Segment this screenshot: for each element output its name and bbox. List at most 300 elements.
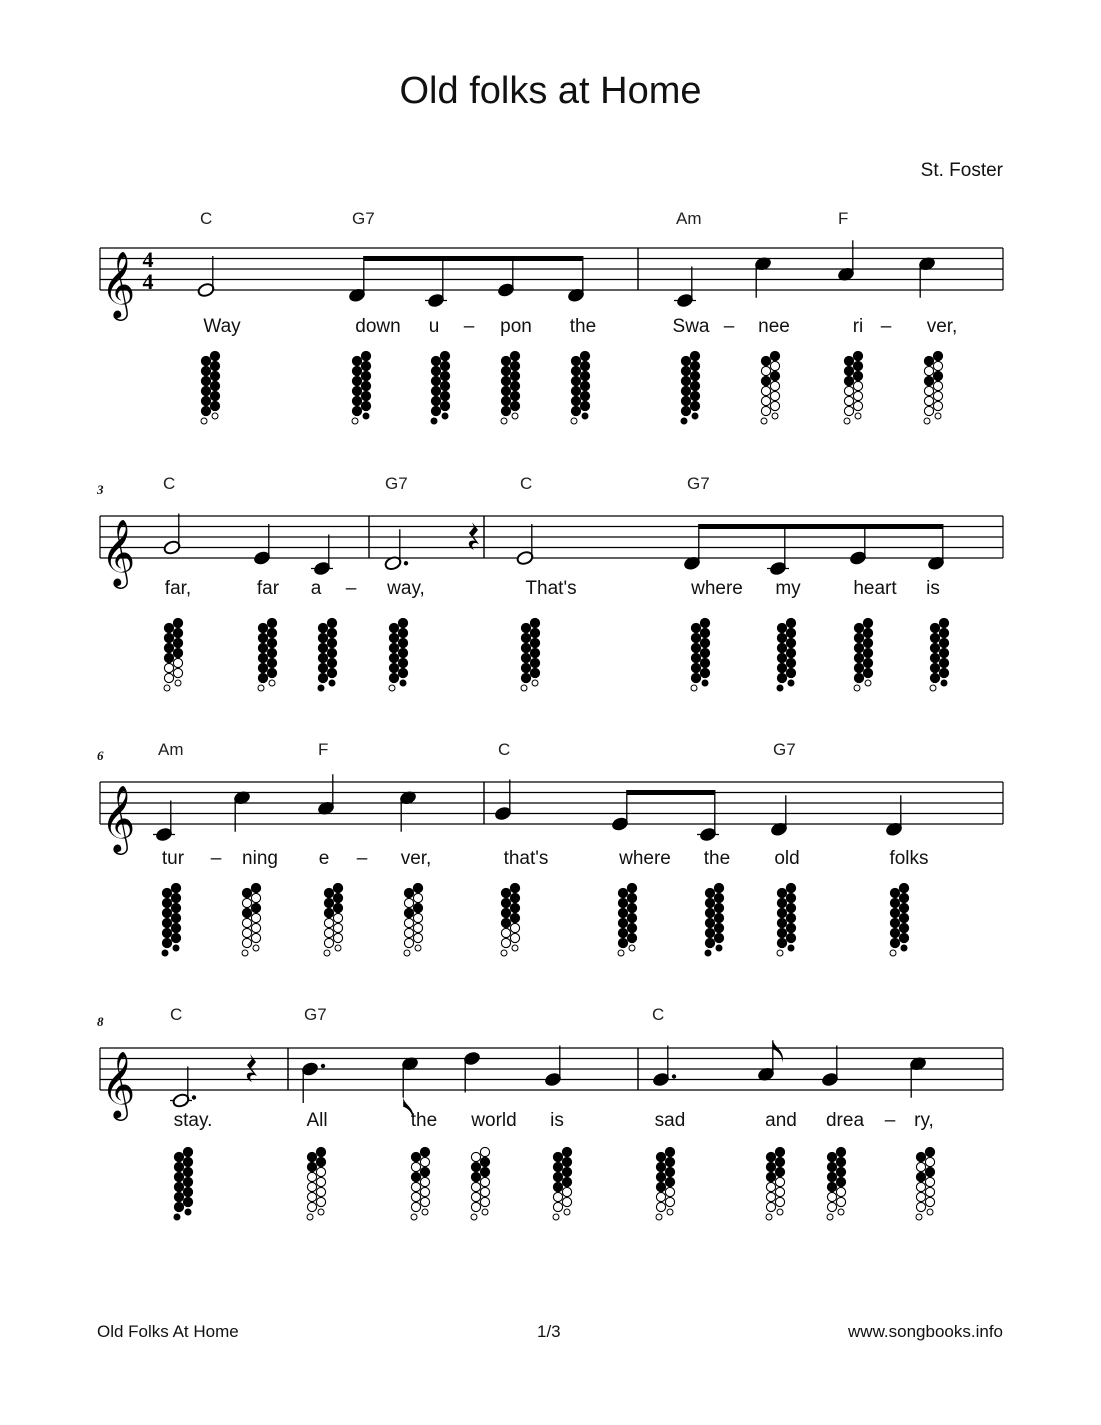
closed-hole [404,888,413,897]
closed-hole [705,918,714,927]
closed-hole [267,628,276,637]
open-hole [665,1197,674,1206]
closed-hole [700,628,709,637]
closed-hole [174,1202,183,1211]
lyric-syllable: is [550,1110,564,1131]
small-hole [307,1214,313,1220]
closed-hole [890,908,899,917]
lyric-syllable: ver, [926,316,958,337]
closed-hole [171,913,180,922]
closed-hole [714,923,723,932]
fingering-chart [318,618,337,691]
measure-number: 6 [97,748,104,763]
small-hole [318,685,324,691]
open-hole [471,1182,480,1191]
lyric-syllable: down [355,316,401,337]
small-hole [329,680,335,686]
closed-hole [939,618,948,627]
fingering-chart [844,351,863,424]
open-hole [844,406,853,415]
closed-hole [521,663,530,672]
open-hole [307,1192,316,1201]
closed-hole [705,908,714,917]
small-hole [212,413,218,419]
closed-hole [389,633,398,642]
closed-hole [854,653,863,662]
time-signature-top: 4 [142,247,154,272]
closed-hole [398,668,407,677]
chord-symbol: C [520,474,533,493]
fingering-chart [352,351,371,424]
closed-hole [700,648,709,657]
closed-hole [316,1147,325,1156]
closed-hole [553,1172,562,1181]
open-hole [316,1187,325,1196]
open-hole [766,1202,775,1211]
closed-hole [656,1182,665,1191]
open-hole [916,1202,925,1211]
closed-hole [210,401,219,410]
closed-hole [521,643,530,652]
small-hole [827,1214,833,1220]
closed-hole [863,668,872,677]
closed-hole [174,1162,183,1171]
closed-hole [665,1157,674,1166]
closed-hole [318,643,327,652]
closed-hole [854,623,863,632]
closed-hole [930,643,939,652]
small-hole [941,680,947,686]
closed-hole [690,381,699,390]
fingering-chart [501,351,520,424]
closed-hole [714,903,723,912]
closed-hole [164,633,173,642]
closed-hole [939,638,948,647]
open-hole [411,1162,420,1171]
closed-hole [681,366,690,375]
closed-hole [836,1177,845,1186]
open-hole [411,1192,420,1201]
small-hole [865,680,871,686]
closed-hole [318,673,327,682]
closed-hole [510,371,519,380]
small-hole [335,945,341,951]
closed-hole [691,673,700,682]
lyric-syllable: ry, [914,1110,934,1131]
closed-hole [627,903,636,912]
open-hole [480,1177,489,1186]
open-hole [770,391,779,400]
lyric-syllable: my [775,578,801,599]
small-hole [681,418,687,424]
chord-symbol: G7 [773,740,796,759]
open-hole [916,1162,925,1171]
open-hole [665,1187,674,1196]
closed-hole [501,918,510,927]
fingering-chart [174,1147,193,1220]
open-hole [933,391,942,400]
closed-hole [333,883,342,892]
closed-hole [431,366,440,375]
closed-hole [501,888,510,897]
closed-hole [627,913,636,922]
closed-hole [183,1147,192,1156]
closed-hole [627,883,636,892]
small-hole [788,945,794,951]
treble-clef: 𝄞 [101,784,136,852]
closed-hole [440,361,449,370]
lyric-syllable: ver, [400,848,432,869]
small-hole [318,1209,324,1215]
closed-hole [775,1147,784,1156]
chord-symbol: Am [676,209,702,228]
open-hole [656,1202,665,1211]
closed-hole [530,658,539,667]
closed-hole [777,643,786,652]
footer-page-number: 1/3 [537,1322,561,1341]
closed-hole [827,1172,836,1181]
closed-hole [318,653,327,662]
closed-hole [173,648,182,657]
closed-hole [618,888,627,897]
closed-hole [863,648,872,657]
closed-hole [521,633,530,642]
closed-hole [580,391,589,400]
lyric-syllable: tur [161,848,185,869]
small-hole [201,418,207,424]
closed-hole [352,396,361,405]
fingering-chart [890,883,909,956]
lyric-syllable: drea [825,1110,865,1131]
closed-hole [431,386,440,395]
closed-hole [930,633,939,642]
chord-symbol: C [200,209,213,228]
closed-hole [173,618,182,627]
augmentation-dot [192,1095,196,1099]
fingering-chart [777,618,796,691]
open-hole [242,898,251,907]
closed-hole [162,918,171,927]
fingering-chart [307,1147,326,1220]
lyric-syllable: sad [654,1110,686,1131]
open-hole [562,1197,571,1206]
open-hole [420,1157,429,1166]
small-hole [618,950,624,956]
closed-hole [201,386,210,395]
closed-hole [705,898,714,907]
small-hole [553,1214,559,1220]
closed-hole [501,356,510,365]
closed-hole [324,898,333,907]
treble-clef: 𝄞 [101,250,136,318]
closed-hole [656,1172,665,1181]
closed-hole [854,663,863,672]
open-hole [173,658,182,667]
closed-hole [162,898,171,907]
open-hole [316,1177,325,1186]
small-hole [422,1209,428,1215]
closed-hole [173,628,182,637]
closed-hole [580,361,589,370]
closed-hole [510,361,519,370]
closed-hole [327,628,336,637]
closed-hole [530,638,539,647]
closed-hole [836,1147,845,1156]
small-hole [777,685,783,691]
small-hole [656,1214,662,1220]
closed-hole [681,396,690,405]
small-hole [482,1209,488,1215]
small-hole [935,413,941,419]
small-hole [716,945,722,951]
closed-hole [210,371,219,380]
closed-hole [924,376,933,385]
closed-hole [777,888,786,897]
closed-hole [775,1157,784,1166]
closed-hole [844,366,853,375]
closed-hole [786,883,795,892]
fingering-chart [571,351,590,424]
open-hole [766,1192,775,1201]
open-hole [164,673,173,682]
closed-hole [562,1167,571,1176]
small-hole [924,418,930,424]
closed-hole [162,888,171,897]
closed-hole [242,908,251,917]
chord-symbol: C [498,740,511,759]
open-hole [411,1202,420,1211]
small-hole [705,950,711,956]
open-hole [553,1202,562,1211]
closed-hole [681,376,690,385]
closed-hole [352,376,361,385]
closed-hole [786,933,795,942]
closed-hole [656,1152,665,1161]
closed-hole [440,371,449,380]
open-hole [420,1197,429,1206]
closed-hole [389,653,398,662]
chord-symbol: G7 [352,209,375,228]
closed-hole [681,406,690,415]
closed-hole [201,396,210,405]
closed-hole [827,1182,836,1191]
closed-hole [714,933,723,942]
staff-system [100,774,1003,956]
small-hole [512,413,518,419]
closed-hole [389,623,398,632]
open-hole [844,396,853,405]
closed-hole [770,371,779,380]
small-hole [400,680,406,686]
chord-symbol: G7 [385,474,408,493]
closed-hole [352,366,361,375]
closed-hole [183,1157,192,1166]
chord-symbol: F [838,209,849,228]
open-hole [307,1202,316,1211]
open-hole [251,893,260,902]
lyric-syllable: All [306,1110,328,1131]
closed-hole [480,1167,489,1176]
lyric-syllable: Way [203,316,241,337]
closed-hole [352,386,361,395]
closed-hole [777,898,786,907]
closed-hole [705,928,714,937]
open-hole [924,366,933,375]
open-hole [916,1192,925,1201]
closed-hole [327,648,336,657]
closed-hole [501,366,510,375]
small-hole [930,685,936,691]
closed-hole [700,618,709,627]
closed-hole [854,673,863,682]
treble-clef: 𝄞 [101,518,136,586]
small-hole [890,950,896,956]
lyric-hyphen: – [356,848,368,869]
closed-hole [618,898,627,907]
closed-hole [618,938,627,947]
closed-hole [844,356,853,365]
closed-hole [389,673,398,682]
closed-hole [691,643,700,652]
lyric-syllable: the [703,848,731,869]
lyric-syllable: pon [500,316,532,337]
closed-hole [258,633,267,642]
closed-hole [853,361,862,370]
closed-hole [411,1172,420,1181]
closed-hole [656,1162,665,1171]
closed-hole [171,883,180,892]
closed-hole [431,406,440,415]
closed-hole [930,653,939,662]
closed-hole [939,628,948,637]
open-hole [925,1157,934,1166]
closed-hole [618,928,627,937]
small-hole [691,685,697,691]
closed-hole [471,1162,480,1171]
open-hole [251,923,260,932]
closed-hole [939,648,948,657]
small-hole [164,685,170,691]
closed-hole [766,1172,775,1181]
fingering-chart [324,883,343,956]
closed-hole [562,1147,571,1156]
closed-hole [162,908,171,917]
closed-hole [786,648,795,657]
closed-hole [173,638,182,647]
closed-hole [480,1157,489,1166]
closed-hole [925,1147,934,1156]
closed-hole [318,663,327,672]
small-hole [692,413,698,419]
closed-hole [327,658,336,667]
closed-hole [210,391,219,400]
closed-hole [562,1157,571,1166]
footer-song-title: Old Folks At Home [97,1322,239,1341]
small-hole [901,945,907,951]
closed-hole [571,376,580,385]
open-hole [775,1177,784,1186]
lyric-syllable: the [410,1110,438,1131]
small-hole [854,685,860,691]
small-hole [582,413,588,419]
open-hole [770,381,779,390]
closed-hole [777,653,786,662]
small-hole [411,1214,417,1220]
fingering-chart [162,883,181,956]
open-hole [510,923,519,932]
closed-hole [553,1152,562,1161]
closed-hole [853,351,862,360]
lyric-syllable: ning [242,848,278,869]
lyric-hyphen: – [723,316,735,337]
lyric-syllable: far, [164,578,192,599]
closed-hole [267,658,276,667]
chord-symbol: Am [158,740,184,759]
chord-symbol: C [163,474,176,493]
open-hole [562,1187,571,1196]
small-hole [777,950,783,956]
closed-hole [307,1162,316,1171]
closed-hole [352,406,361,415]
lyric-syllable: way, [387,578,425,599]
closed-hole [786,893,795,902]
open-hole [916,1182,925,1191]
closed-hole [267,618,276,627]
chord-symbol: C [652,1005,665,1024]
closed-hole [775,1167,784,1176]
closed-hole [690,361,699,370]
open-hole [307,1172,316,1181]
small-hole [175,680,181,686]
small-hole [761,418,767,424]
fingering-chart [618,883,637,956]
closed-hole [690,391,699,400]
small-hole [512,945,518,951]
chord-symbol: G7 [687,474,710,493]
lyric-syllable: u [428,316,440,337]
closed-hole [925,1167,934,1176]
closed-hole [786,923,795,932]
closed-hole [924,356,933,365]
open-hole [827,1192,836,1201]
open-hole [775,1197,784,1206]
closed-hole [162,938,171,947]
fingering-chart [258,618,277,691]
closed-hole [420,1147,429,1156]
closed-hole [501,898,510,907]
closed-hole [201,366,210,375]
open-hole [836,1187,845,1196]
fingering-chart [656,1147,675,1220]
open-hole [411,1182,420,1191]
lyric-syllable: Swa [672,316,710,337]
closed-hole [521,623,530,632]
closed-hole [766,1152,775,1161]
closed-hole [251,903,260,912]
closed-hole [162,928,171,937]
footer-website: www.songbooks.info [848,1322,1003,1341]
closed-hole [930,663,939,672]
closed-hole [398,618,407,627]
closed-hole [174,1172,183,1181]
closed-hole [690,371,699,380]
lyric-syllable: world [471,1110,517,1131]
small-hole [415,945,421,951]
open-hole [480,1197,489,1206]
time-signature-bottom: 4 [142,269,154,294]
closed-hole [183,1177,192,1186]
closed-hole [327,618,336,627]
